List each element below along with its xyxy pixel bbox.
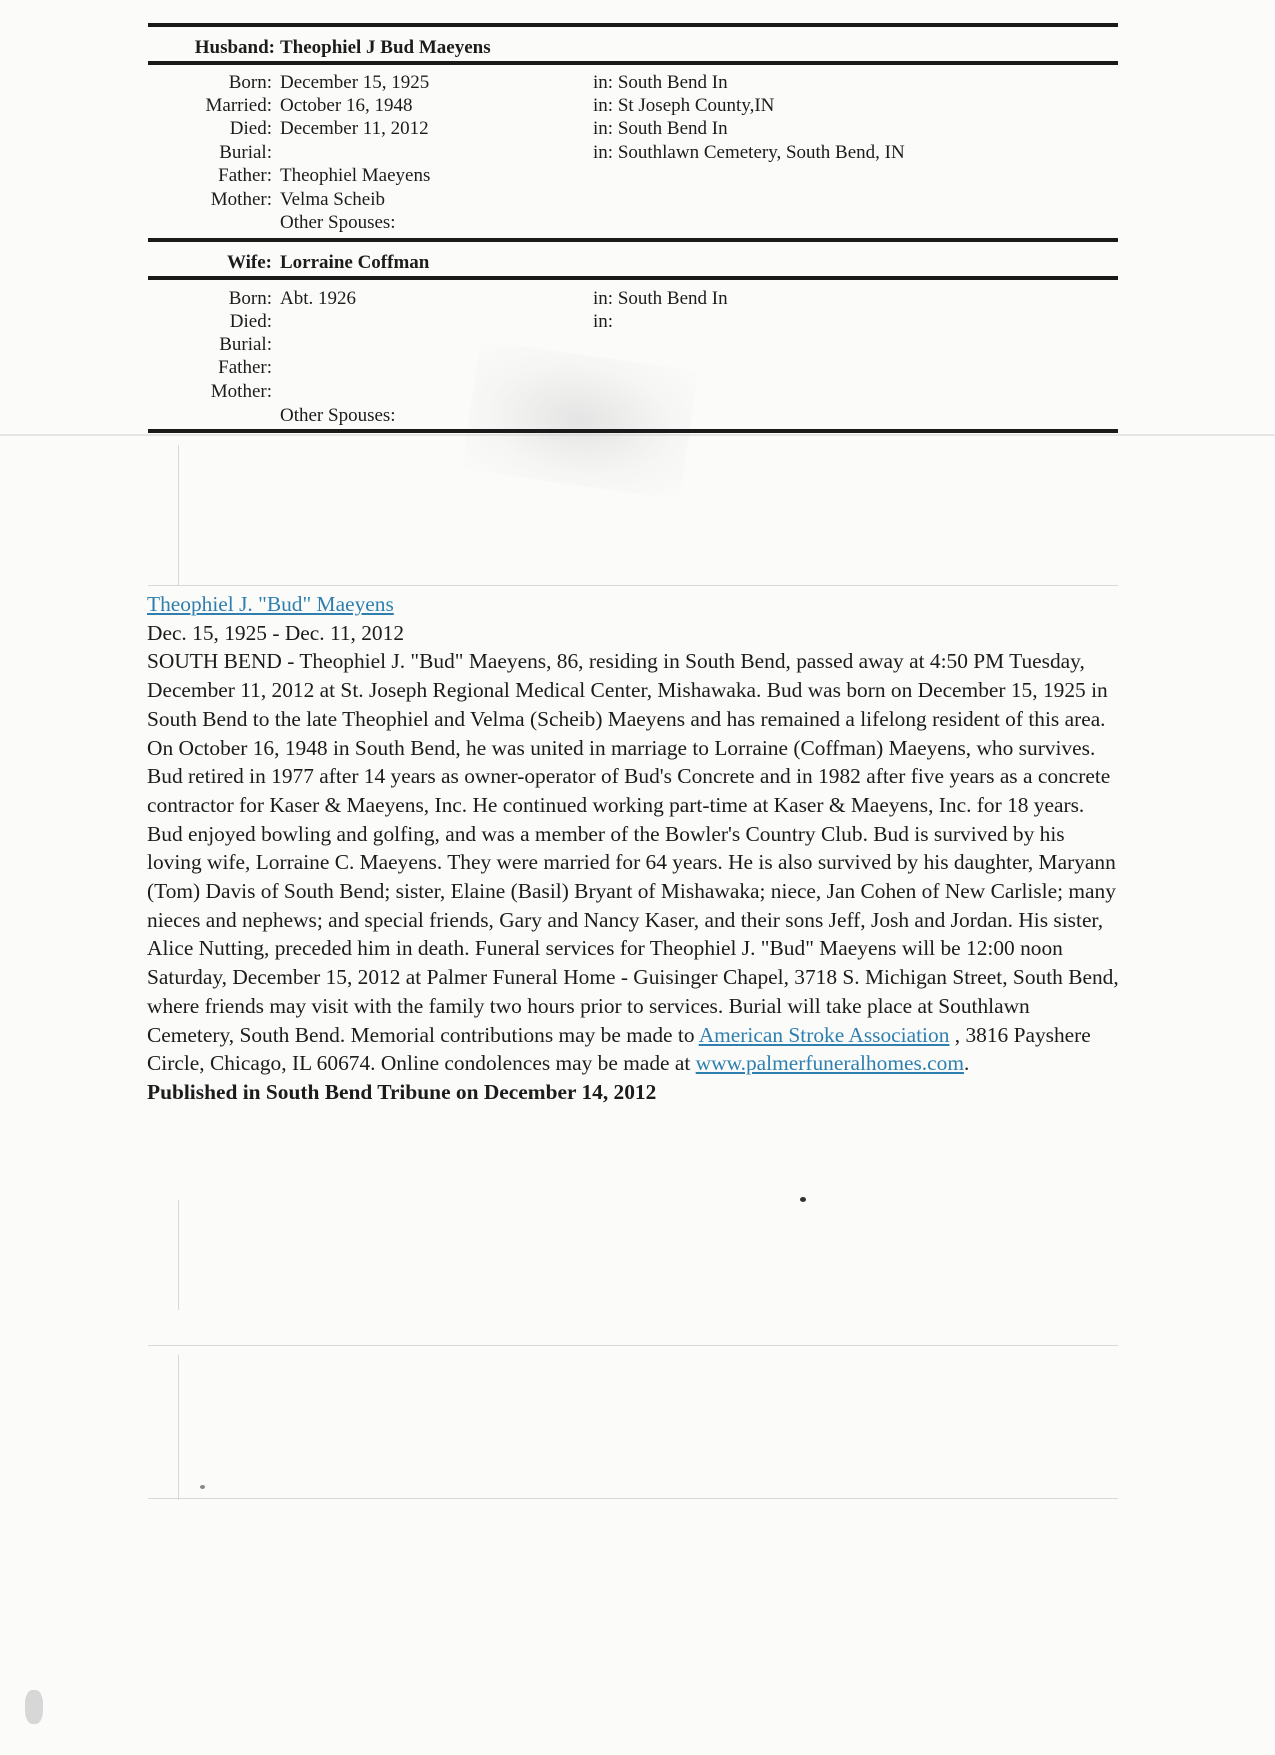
top-rule (148, 23, 1118, 27)
wife-born-value: Abt. 1926 (280, 288, 356, 309)
scan-fold-line (0, 434, 1275, 436)
scan-smear (25, 1690, 43, 1724)
obituary-body-text: SOUTH BEND - Theophiel J. "Bud" Maeyens, 86, residing in South Bend, passed away at 4:50 PM Tuesday, December 11, 2012 at St. Joseph Regional Medical Center, Mishawaka. Bud was born on December 15, 1925 in South Bend to the late Theophiel and Velma (Scheib) Maeyens and has remained a lifelong resident of this area. On October 16, 1948 in South Bend, he was united in marriage to Lorraine (Coffman) Maeyens, who survives. Bud retired in 1977 after 14 years as owner-operator of Bud's Concrete and in 1982 after five years as a concrete contractor for Kaser & Maeyens, Inc. He continued working part-time at Kaser & Maeyens, Inc. for 18 years. Bud enjoyed bowling and golfing, and was a member of the Bowler's Country Club. Bud is survived by his loving wife, Lorraine C. Maeyens. They were married for 64 years. He is also survived by his daughter, Maryann (Tom) Davis of South Bend; sister, Elaine (Basil) Bryant of Mishawaka; niece, Jan Cohen of New Carlisle; many nieces and nephews; and special friends, Gary and Nancy Kaser, and their sons Jeff, Josh and Jordan. His sister, Alice Nutting, preceded him in death. Funeral services for Theophiel J. "Bud" Maeyens will be 12:00 noon Saturday, December 15, 2012 at Palmer Funeral Home - Guisinger Chapel, 3718 S. Michigan Street, South Bend, where friends may visit with the family two hours prior to services. Burial will take place at Southlawn Cemetery, South Bend. Memorial contributions may be made to (147, 649, 1119, 1047)
in-label: in: (593, 142, 614, 163)
obituary-body-text-3: . (963, 1051, 970, 1076)
published-line: Published in South Bend Tribune on December 14, 2012 (147, 1079, 657, 1104)
place-value: South Bend In (617, 72, 728, 93)
husband-rule (148, 61, 1118, 65)
obituary-body-text-2: , 3816 Payshere Circle, Chicago, IL 60674. Online condolences may be made at (147, 1022, 1091, 1076)
in-label: in: (593, 311, 614, 332)
wife-father-label: Father: (218, 357, 272, 378)
in-label: in: (593, 288, 614, 309)
husband-died-label: Died: (229, 118, 272, 139)
husband-burial-label: Burial: (219, 142, 272, 163)
obituary (147, 590, 1122, 1107)
husband-died-place (593, 117, 728, 140)
wife-died-place (593, 310, 613, 333)
husband-other-spouses: Other Spouses: (280, 212, 396, 233)
husband-married-place (593, 94, 774, 117)
wife-name: Lorraine Coffman (280, 252, 430, 273)
scan-speck (800, 1197, 806, 1202)
obituary-body (147, 647, 1122, 1078)
wife-rule (148, 276, 1118, 280)
in-label: in: (593, 72, 614, 93)
wife-top-rule (148, 238, 1118, 242)
wife-born-place (593, 287, 728, 310)
wife-bottom-rule (148, 429, 1118, 433)
husband-mother-label: Mother: (210, 189, 272, 210)
funeral-home-website-link[interactable]: www.palmerfuneralhomes.com (695, 1051, 964, 1076)
place-value: South Bend In (617, 288, 728, 309)
wife-born-label: Born: (228, 288, 272, 309)
husband-father-value: Theophiel Maeyens (280, 165, 431, 186)
husband-married-label: Married: (205, 95, 272, 116)
in-label: in: (593, 118, 614, 139)
husband-father-label: Father: (218, 165, 272, 186)
wife-burial-label: Burial: (219, 334, 272, 355)
place-value: South Bend In (617, 118, 728, 139)
american-stroke-association-link[interactable]: American Stroke Association (698, 1022, 950, 1047)
husband-heading-label: Husband: (194, 37, 275, 58)
obituary-title-link[interactable]: Theophiel J. "Bud" Maeyens (147, 592, 394, 616)
husband-mother-value: Velma Scheib (280, 189, 386, 210)
husband-born-place (593, 71, 728, 94)
wife-other-spouses: Other Spouses: (280, 405, 396, 426)
husband-born-label: Born: (228, 72, 272, 93)
scan-speck (200, 1485, 205, 1489)
in-label: in: (593, 95, 614, 116)
husband-burial-place (593, 141, 905, 164)
place-value: Southlawn Cemetery, South Bend, IN (617, 142, 905, 163)
wife-died-label: Died: (229, 311, 272, 332)
husband-born-value: December 15, 1925 (280, 72, 430, 93)
scan-smudge (462, 340, 698, 499)
husband-died-value: December 11, 2012 (280, 118, 429, 139)
wife-heading-label: Wife: (226, 252, 272, 273)
husband-married-value: October 16, 1948 (280, 95, 413, 116)
wife-mother-label: Mother: (210, 381, 272, 402)
husband-name: Theophiel J Bud Maeyens (280, 37, 491, 58)
place-value: St Joseph County,IN (617, 95, 775, 116)
obituary-dates: Dec. 15, 1925 - Dec. 11, 2012 (147, 620, 405, 645)
